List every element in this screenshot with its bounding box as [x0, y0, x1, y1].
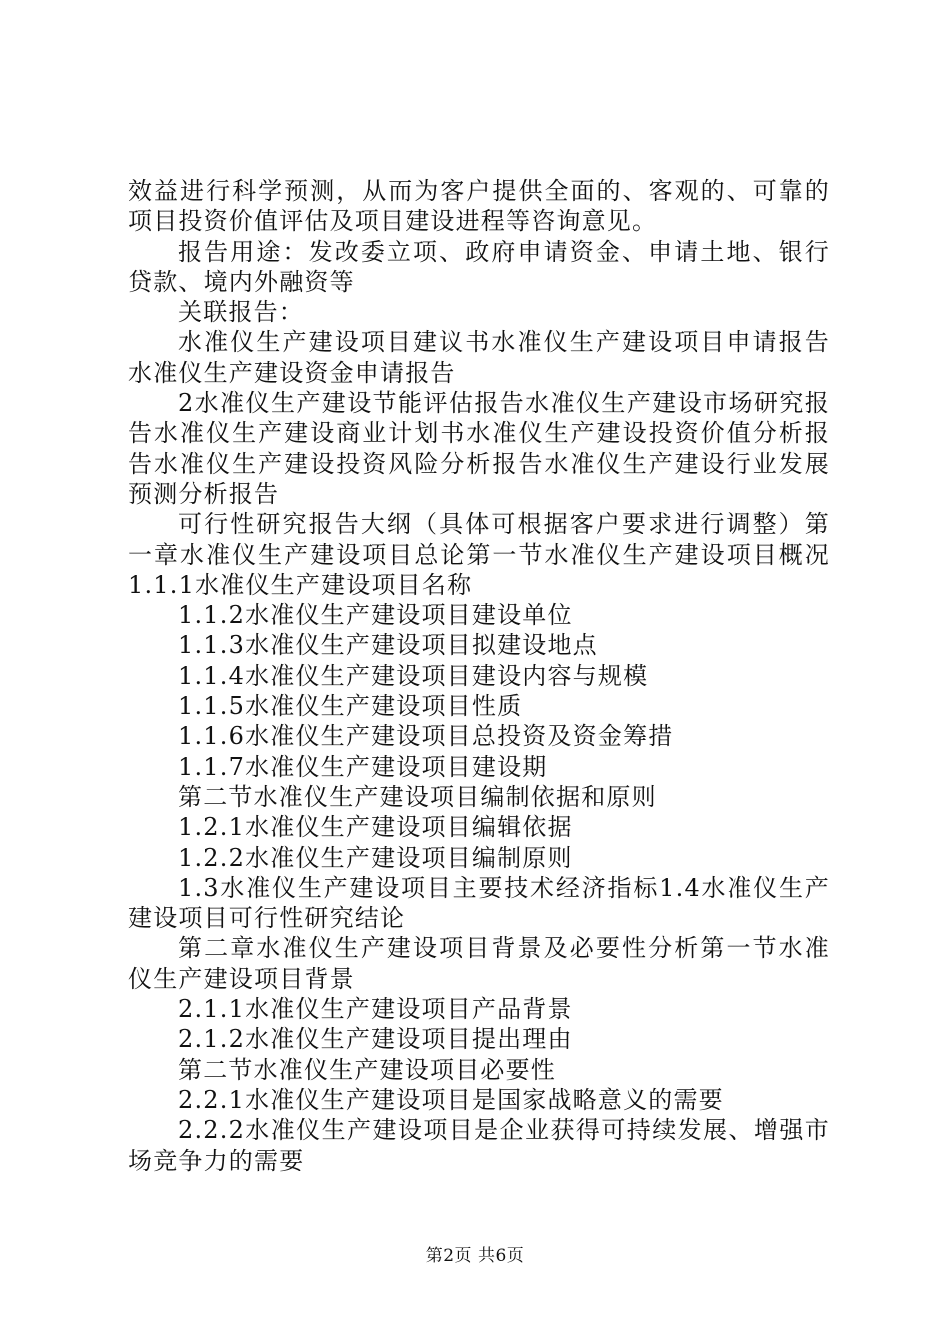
- paragraph-related-reports-label: 关联报告：: [178, 298, 304, 327]
- paragraph-continuation: 效益进行科学预测，从而为客户提供全面的、客观的、可靠的项目投资价值评估及项目建设进程等咨询意见。: [128, 177, 830, 236]
- paragraph-related-reports-1: 水准仪生产建设项目建议书水准仪生产建设项目申请报告水准仪生产建设资金申请报告: [128, 328, 830, 387]
- outline-item: 2.2.2水准仪生产建设项目是企业获得可持续发展、增强市场竞争力的需要: [128, 1116, 830, 1175]
- outline-item: 1.1.6水准仪生产建设项目总投资及资金筹措: [178, 722, 674, 751]
- paragraph-related-reports-2: 2水准仪生产建设节能评估报告水准仪生产建设市场研究报告水准仪生产建设商业计划书水准仪生产建设投资价值分析报告水准仪生产建设投资风险分析报告水准仪生产建设行业发展预测分析报告: [128, 389, 830, 508]
- outline-item: 1.3水准仪生产建设项目主要技术经济指标1.4水准仪生产建设项目可行性研究结论: [128, 873, 830, 933]
- outline-item: 2.2.1水准仪生产建设项目是国家战略意义的需要: [178, 1085, 724, 1114]
- outline-item: 1.1.7水准仪生产建设项目建设期: [178, 752, 548, 781]
- outline-item: 2.1.2水准仪生产建设项目提出理由: [178, 1025, 573, 1054]
- outline-section-heading: 第二节水准仪生产建设项目必要性: [178, 1055, 556, 1084]
- outline-item: 1.1.5水准仪生产建设项目性质: [178, 692, 523, 721]
- page-number-footer: 第2页 共6页: [425, 1246, 525, 1266]
- document-body: [128, 176, 830, 1176]
- outline-item: 1.1.3水准仪生产建设项目拟建设地点: [178, 631, 598, 660]
- outline-section-heading: 第二节水准仪生产建设项目编制依据和原则: [178, 782, 657, 811]
- outline-item: 1.1.4水准仪生产建设项目建设内容与规模: [178, 661, 649, 690]
- outline-chapter-heading: 第二章水准仪生产建设项目背景及必要性分析第一节水准仪生产建设项目背景: [128, 934, 830, 993]
- outline-item: 1.2.1水准仪生产建设项目编辑依据: [178, 813, 573, 842]
- outline-item: 2.1.1水准仪生产建设项目产品背景: [178, 995, 573, 1024]
- outline-item: 1.2.2水准仪生产建设项目编制原则: [178, 843, 573, 872]
- paragraph-report-usage: 报告用途：发改委立项、政府申请资金、申请土地、银行贷款、境内外融资等: [128, 237, 830, 296]
- outline-item: 1.1.2水准仪生产建设项目建设单位: [178, 601, 573, 630]
- paragraph-outline-intro: 可行性研究报告大纲（具体可根据客户要求进行调整）第一章水准仪生产建设项目总论第一节水准仪生产建设项目概况1.1.1水准仪生产建设项目名称: [128, 510, 830, 599]
